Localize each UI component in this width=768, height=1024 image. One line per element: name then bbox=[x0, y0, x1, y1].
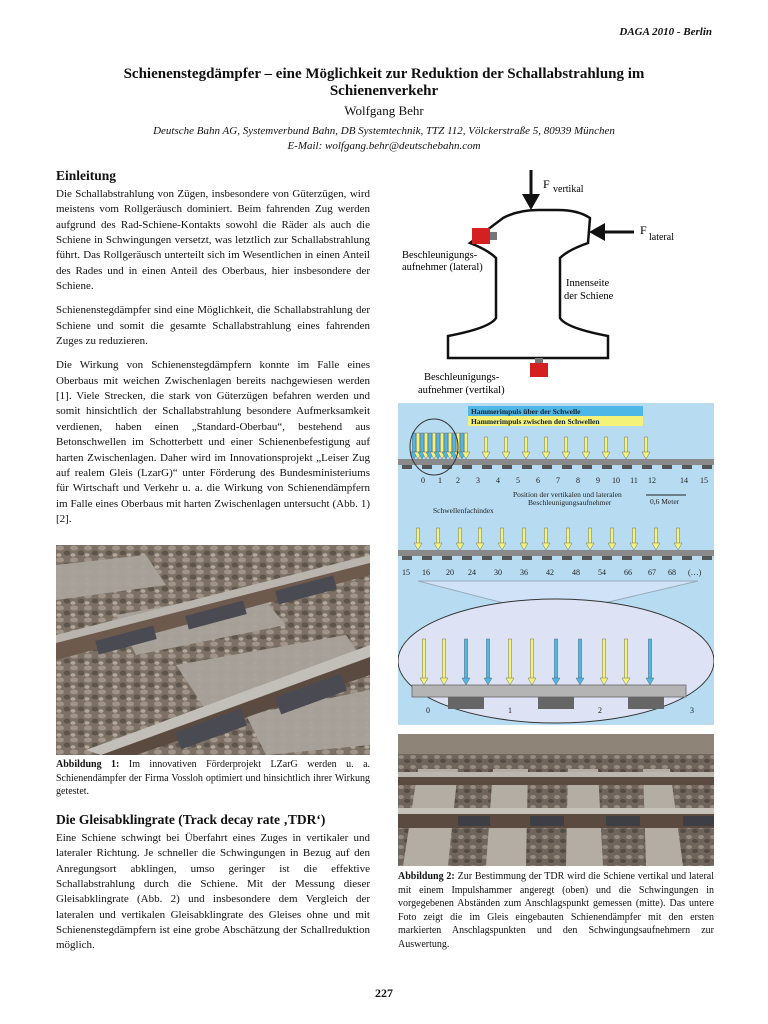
tick-label-top: 0 bbox=[421, 476, 425, 485]
figure2-caption-text: Zur Bestimmung der TDR wird die Schiene vertikal und lateral mit einem Impulshammer angeregt (oben) und die Schwingungen in vorgegebenen Abständen zum Anschlagspunkt gemessen (mitte). Das untere Foto zeigt die im Gleis eingebauten Schienendämpfer mit den ersten markierten Anschlagspunkten und den Schwingungsaufnehmern zur Auswertung. bbox=[398, 871, 715, 950]
tdr-heading: Die Gleisabklingrate (Track decay rate ‚TDR‘) bbox=[56, 812, 326, 827]
intro-paragraph-3: Die Wirkung von Schienenstegdämpfern konnte im Falle eines Oberbaus mit weichen Zwischenlagen bereits nachgewiesen werden [1]. Viele Strecken, die stark von Güterzügen befahren werden und somit hinsichtlich der Schallabstrahlung besondere Aufmerksamkeit verdienen, haben einen „Standard-Oberbau“, bestehend aus Betonschwellen im Schotterbett und einer Schienenbefestigung auf harten Zwischenlagen. Daher wird im Innovationsprojekt „Leiser Zug auf realem Gleis (LzarG)“ unter Förderung des Bundesministeriums für Wirtschaft und Verkehr u. a. die Wirkung von Schienendämpfern im Falle eines Oberbaus mit harten Zwischenlagen untersucht (Abb. 1) [2]. bbox=[56, 359, 370, 525]
tdr-paragraph-1: Eine Schiene schwingt bei Überfahrt eines Zuges in vertikaler und lateraler Richtung. Je schneller die Schwingungen in Bezug auf den Anregungsort abklingen, umso geringer ist die effektive Schallabstrahlung durch die Schiene. Mit der Messung dieser Gleisabklingrate (Abb. 2) und insbesondere dem Vergleich der lateralen und vertikalen Gleisabklingrate des Gleises ohne und mit Schienenstegdämpfern ist eine grobe Abschätzung der Schallreduktion möglich. bbox=[56, 832, 370, 952]
tick-label-top: 8 bbox=[576, 476, 580, 485]
sleeper bbox=[662, 556, 672, 560]
sleeper bbox=[662, 465, 672, 469]
affiliation-block bbox=[40, 124, 728, 154]
tick-label-top: 11 bbox=[630, 476, 638, 485]
force-vertical-label: F bbox=[543, 177, 550, 191]
sleeper bbox=[582, 556, 592, 560]
conference-header: DAGA 2010 - Berlin bbox=[619, 26, 712, 38]
tick-label-mid: 66 bbox=[624, 568, 632, 577]
tick-label-bottom: 0 bbox=[426, 706, 430, 715]
inner-side-line2: der Schiene bbox=[564, 291, 614, 302]
tick-label-bottom: 3 bbox=[690, 706, 694, 715]
distance-label: 0,6 Meter bbox=[650, 497, 680, 506]
tick-label-top: 12 bbox=[648, 476, 656, 485]
sleeper bbox=[502, 556, 512, 560]
sensor-vertical-line2: aufnehmer (vertikal) bbox=[418, 385, 505, 396]
author-name: Wolfgang Behr bbox=[344, 103, 424, 118]
figure2-photo bbox=[398, 734, 714, 866]
sleeper bbox=[462, 556, 472, 560]
lateral-sensor bbox=[472, 228, 490, 244]
affiliation: Deutsche Bahn AG, Systemverbund Bahn, DB Systemtechnik, TTZ 112, Völckerstraße 5, 80939 München bbox=[153, 125, 615, 137]
sleeper bbox=[622, 465, 632, 469]
sleeper bbox=[682, 465, 692, 469]
sleeper bbox=[542, 556, 552, 560]
force-vertical-sub: vertikal bbox=[553, 184, 584, 195]
tick-label-top: 5 bbox=[516, 476, 520, 485]
sleeper bbox=[422, 556, 432, 560]
sensor-lateral-line1: Beschleunigungs- bbox=[402, 250, 478, 261]
tick-label-top: 3 bbox=[476, 476, 480, 485]
rail-damper-photo bbox=[56, 545, 370, 755]
sensor-lateral-line2: aufnehmer (lateral) bbox=[402, 262, 483, 273]
sleepers-bottom bbox=[448, 697, 664, 709]
tick-label-mid: 42 bbox=[546, 568, 554, 577]
tick-label-top: 7 bbox=[556, 476, 560, 485]
sleeper bbox=[682, 556, 692, 560]
figure1-caption bbox=[56, 758, 370, 799]
tick-label-mid: 16 bbox=[422, 568, 430, 577]
tick-label-top: 6 bbox=[536, 476, 540, 485]
tick-label-top: 9 bbox=[596, 476, 600, 485]
sleeper bbox=[702, 465, 712, 469]
force-lateral-sub: lateral bbox=[649, 232, 674, 243]
tick-label-mid: 68 bbox=[668, 568, 676, 577]
sleeper bbox=[562, 465, 572, 469]
sleeper bbox=[502, 465, 512, 469]
sleeper bbox=[622, 556, 632, 560]
legend-between-text: Hammerimpuls zwischen den Schwellen bbox=[471, 417, 600, 426]
email: E-Mail: wolfgang.behr@deutschebahn.com bbox=[287, 140, 481, 152]
rail-profile-diagram bbox=[398, 168, 714, 400]
tdr-section bbox=[56, 812, 370, 954]
figure1-caption-text: Im innovativen Förderprojekt LZarG werden u. a. Schienendämpfer der Firma Vossloh optimiert und hinsichtlich ihrer Wirkung getestet. bbox=[56, 759, 371, 797]
sleeper bbox=[402, 556, 412, 560]
intro-heading: Einleitung bbox=[56, 168, 117, 183]
sleeper bbox=[482, 465, 492, 469]
figure2-caption bbox=[398, 870, 714, 951]
tick-label-mid: 48 bbox=[572, 568, 580, 577]
impulse-diagram bbox=[398, 403, 714, 725]
tick-label-bottom: 2 bbox=[598, 706, 602, 715]
sleeper bbox=[562, 556, 572, 560]
sleeper bbox=[522, 465, 532, 469]
tick-label-mid: 24 bbox=[468, 568, 476, 577]
sleeper bbox=[702, 556, 712, 560]
paper-title-line2: Schienenverkehr bbox=[329, 83, 439, 99]
sleeper bbox=[602, 556, 612, 560]
force-lateral-label: F bbox=[640, 223, 647, 237]
sleeper bbox=[442, 556, 452, 560]
intro-paragraph-1: Die Schallabstrahlung von Zügen, insbesondere von Güterzügen, wird meistens vom Rollgeräusch dominiert. Beim fahrenden Zug werden aufgrund des Rad-Schiene-Kontakts sowohl die Räder als auch die Schiene in Schwingungen versetzt, was letztlich zur Schallabstrahlung führt. Das Rollgeräusch unterteilt sich im Wesentlichen in einen Anteil des Rades und in einen Anteil des Oberbaus, hier insbesondere der Schiene. bbox=[56, 188, 370, 293]
inner-side-line1: Innenseite bbox=[566, 278, 610, 289]
tick-label-top: 2 bbox=[456, 476, 460, 485]
tick-label-mid: 67 bbox=[648, 568, 656, 577]
tick-label-mid: 30 bbox=[494, 568, 502, 577]
sleeper bbox=[522, 556, 532, 560]
intro-section bbox=[56, 168, 370, 527]
sleeper bbox=[462, 465, 472, 469]
paper-title-line1: Schienenstegdämpfer – eine Möglichkeit zur Reduktion der Schallabstrahlung im bbox=[123, 66, 645, 82]
sleeper bbox=[402, 465, 412, 469]
position-label-line2: Beschleunigungsaufnehmer bbox=[528, 498, 612, 507]
sleeper bbox=[628, 697, 664, 709]
tick-label-mid: 15 bbox=[402, 568, 410, 577]
sleeper bbox=[538, 697, 574, 709]
sleeper bbox=[482, 556, 492, 560]
intro-paragraph-2: Schienenstegdämpfer sind eine Möglichkeit, die Schallabstrahlung der Schiene und somit die gesamte Schallabstrahlung eines fahrenden Zuges zu reduzieren. bbox=[56, 304, 370, 348]
page-number: 227 bbox=[375, 986, 393, 1000]
figure2-caption-label: Abbildung 2: bbox=[398, 871, 455, 882]
sleeper bbox=[448, 697, 484, 709]
tick-label-top: 4 bbox=[496, 476, 500, 485]
sleeper bbox=[642, 465, 652, 469]
paper-title bbox=[40, 66, 728, 100]
vertical-sensor bbox=[530, 363, 548, 377]
tick-label-top: 14 bbox=[680, 476, 688, 485]
tick-label-top: 10 bbox=[612, 476, 620, 485]
tick-label-mid: 54 bbox=[598, 568, 606, 577]
sleeper bbox=[542, 465, 552, 469]
position-label-line1: Position der vertikalen und lateralen bbox=[513, 490, 622, 499]
sensor-vertical-line1: Beschleunigungs- bbox=[424, 372, 500, 383]
sleeper-index-label: Schwellenfachindex bbox=[433, 506, 494, 515]
legend-above-text: Hammerimpuls über der Schwelle bbox=[471, 407, 581, 416]
figure1-caption-label: Abbildung 1: bbox=[56, 759, 120, 770]
sleeper bbox=[602, 465, 612, 469]
sleeper bbox=[642, 556, 652, 560]
sleeper bbox=[582, 465, 592, 469]
figure1-photo bbox=[56, 545, 370, 755]
tick-label-mid: 20 bbox=[446, 568, 454, 577]
tick-label-top: 1 bbox=[438, 476, 442, 485]
tick-label-top: 15 bbox=[700, 476, 708, 485]
tick-label-mid: (…) bbox=[688, 568, 702, 577]
tick-label-mid: 36 bbox=[520, 568, 528, 577]
sleeper bbox=[422, 465, 432, 469]
tick-label-bottom: 1 bbox=[508, 706, 512, 715]
